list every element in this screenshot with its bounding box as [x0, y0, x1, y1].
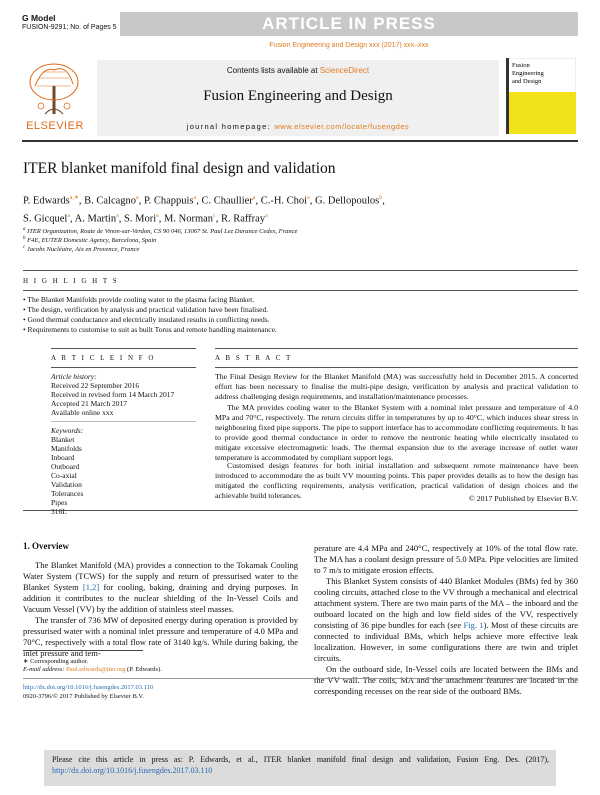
email-link[interactable]: Paul.edwards@iter.org — [66, 666, 126, 673]
contents-prefix: Contents lists available at — [226, 66, 320, 75]
issn-line: 0920-3796/© 2017 Published by Elsevier B.V. — [23, 693, 144, 700]
copyright-line: © 2017 Published by Elsevier B.V. — [468, 494, 578, 503]
keyword: Manifolds — [51, 444, 82, 453]
body-paragraph: On the outboard side, In-Vessel coils are located between the BMs and the VV wall. The coils, MA and the attachment features are located in the corresponding recesses on the rear side of the outboard BMs. — [314, 664, 578, 696]
keywords-divider — [51, 421, 196, 422]
affiliation — [23, 227, 578, 235]
homepage-url-link[interactable]: www.elsevier.com/locate/fusengdes — [274, 122, 410, 131]
highlight-text: Requirements to customise to suit as built Torus and remote handling maintenance. — [27, 325, 277, 334]
author-sup[interactable]: a — [265, 212, 268, 219]
citation-link[interactable]: [1,2] — [82, 582, 100, 592]
affiliation — [23, 236, 578, 244]
elsevier-tree-logo-icon — [23, 56, 85, 126]
email-suffix: (P. Edwards). — [125, 666, 162, 673]
abstract-paragraph-3: Customised design features for both initial installation and subsequent remote maintenance have been introduced to accommodate the as built VV mounting points. This paper provides details as to how the design has mitigated the conflicting requirements, analysis verification, practical validation of design choices and the achievable build tolerances. — [215, 461, 578, 500]
author-sup[interactable]: c — [213, 212, 216, 219]
cite-notice-link[interactable]: http://dx.doi.org/10.1016/j.fusengdes.2017.03.110 — [52, 766, 213, 775]
affiliation-text: Jacobs Nucléaire, Aix en Provence, France — [26, 246, 140, 254]
keyword: Blanket — [51, 435, 75, 444]
author-line-2: S. Gicquel$^a$, A. Martin$^a$, S. Mori$^a$, M. Norman$^c$, R. Raffray$^a$ — [23, 212, 268, 224]
journal-code: FUSION-9291; No. of Pages 5 — [22, 24, 117, 31]
keyword: Outboard — [51, 462, 80, 471]
affiliation-sup: b — [23, 236, 26, 241]
body-paragraph: The transfer of 736 MW of deposited energy during operation is provided by pressurised water with a nominal inlet pressure and temperature of 4.0 MPa and 70°C, respectively with a total flow rate of 3140 kg/s. While during baking, the inlet pressure and tem- — [23, 615, 298, 658]
highlight-text: The Blanket Manifolds provide cooling water to the plasma facing Blanket. — [27, 295, 255, 304]
author[interactable]: P. Edwards — [23, 195, 70, 207]
keywords-label: Keywords: — [51, 426, 84, 435]
header-divider — [22, 140, 578, 142]
body-right-column — [314, 543, 578, 697]
email-footnote — [23, 666, 298, 673]
keyword: Co-axial — [51, 471, 77, 480]
author[interactable]: B. Calcagno — [84, 195, 137, 207]
sciencedirect-link[interactable]: ScienceDirect — [319, 66, 370, 75]
cover-line-3: and Design — [512, 78, 542, 85]
g-model-label: G Model — [22, 13, 56, 23]
keyword: Tolerances — [51, 489, 84, 498]
keyword: 316L — [51, 507, 67, 516]
history-item: Available online xxx — [51, 408, 114, 417]
section-heading-overview: 1. Overview — [23, 541, 69, 551]
history-item: Received 22 September 2016 — [51, 381, 140, 390]
article-info-divider — [51, 367, 196, 368]
body-left-column — [23, 560, 298, 659]
history-item: Received in revised form 14 March 2017 — [51, 390, 175, 399]
email-label: E-mail address: — [23, 666, 67, 673]
figure-link[interactable]: Fig. 1 — [463, 620, 484, 630]
history-item: Accepted 21 March 2017 — [51, 399, 128, 408]
body-text: This Blanket System consists of 440 Blanket Modules (BMs) fed by 360 cooling circuits, attached close to the VV through a mechanical and electrical attachment system. There are two main parts of the MA – the inboard and the outboard located on the high and low field sides of the VV, respectively consisting of 36 pipe bundles for each (see — [314, 576, 578, 630]
cite-notice-text: Please cite this article in press as: P. Edwards, et al., ITER blanket manifold final design and validation, Fusion Eng. Des. (2017), — [52, 755, 549, 764]
author[interactable]: S. Mori — [124, 213, 157, 224]
paper-title: ITER blanket manifold final design and validation — [23, 160, 336, 177]
author-sup[interactable]: a — [307, 195, 310, 201]
author-sup[interactable]: a — [136, 195, 139, 201]
author[interactable]: C.-H. Choi — [260, 195, 308, 207]
corresponding-author-note: ∗ Corresponding author. — [23, 658, 89, 665]
contents-available-line — [97, 66, 499, 75]
author-sup[interactable]: a — [193, 195, 197, 201]
journal-cover-thumbnail — [506, 58, 576, 134]
author-sup[interactable]: a,∗ — [69, 195, 79, 201]
journal-title: Fusion Engineering and Design — [203, 88, 393, 104]
author-list — [23, 191, 503, 226]
keyword: Inboard — [51, 453, 75, 462]
body-paragraph: perature are 4.4 MPa and 240°C, respectively at 10% of the total flow rate. The MA has a coolant design pressure of 5.0 MPa. Pipe velocities are limited to 7 m/s to mitigate erosion effects. — [314, 543, 578, 575]
cite-notice — [52, 754, 549, 776]
affiliation-text: F4E, EUTER Domestic Agency, Barcelona, Spain — [27, 237, 157, 245]
elsevier-wordmark: ELSEVIER — [26, 120, 84, 132]
body-text: ). Most of these circuits are connected to individual BMs, which helps achieve more effective leak localization. However, in some configurations there are twin and triplet circuits. — [314, 620, 579, 663]
body-paragraph — [23, 560, 298, 615]
author-line-1: P. Edwards$^{a,∗}$, B. Calcagno$^a$, P. Chappuis$^a$, C. Chaullier$^a$, C.-H. Choi$^a$, G. Dellopoulos$^b$, — [23, 195, 385, 207]
abstract-paragraph-1: The Final Design Review for the Blanket Manifold (MA) was successfully held in December 2015. A concerted effort has been necessary to finalise the multi-pipe design, verification by analysis and practical validation to address challenging design requirements, and installation/maintenance processes. — [215, 372, 578, 401]
abstract-paragraph-2: The MA provides cooling water to the Blanket System with a nominal inlet pressure and temperature of 4.0 MPa and 70°C, respectively. The return circuits differ in temperatures by up to 40°C, which induces shear stress in neighbouring fixed pipe supports. The pipe to support interface has to accommodate conflicting requirements. It has to provide good thermal conductance in order to remove the neutronic heating while electrically insulated to mitigate excessive electromagnetic loads. The thermal expansion due to the average increase of outlet water temperature is accommodated by compliant support legs. — [215, 403, 578, 462]
highlights-divider-top — [23, 270, 578, 271]
affiliation-sup: a — [23, 227, 26, 232]
author[interactable]: M. Norman — [164, 213, 214, 224]
highlights-label: H I G H L I G H T S — [23, 277, 119, 285]
author[interactable]: C. Chaullier — [201, 195, 253, 207]
homepage-label: journal homepage: — [186, 122, 275, 131]
keywords-list — [51, 426, 191, 516]
highlight-text: Good thermal conductance and electrically insulated results in conflicting needs. — [27, 315, 270, 324]
author-sup[interactable]: b — [379, 195, 383, 201]
doi-divider — [23, 678, 578, 679]
author[interactable]: P. Chappuis — [143, 195, 194, 207]
author-sup[interactable]: a — [67, 212, 70, 219]
affiliation-text: ITER Organization, Route de Vinon-sur-Verdon, CS 90 046, 13067 St. Paul Lez Durance Cedex, France — [27, 228, 298, 236]
cover-line-1: Fusion — [512, 62, 530, 69]
article-in-press-text: ARTICLE IN PRESS — [262, 14, 436, 33]
body-text: The Blanket Manifold (MA) provides a connection to the Tokamak Cooling Water System (TCWS) for the supply and return of pressurised water to the Blanket System — [23, 560, 298, 592]
author-sup[interactable]: a — [252, 195, 256, 201]
affiliation-sup: c — [23, 245, 26, 250]
cover-line-2: Engineering — [512, 70, 544, 77]
cover-yellow-panel — [506, 92, 576, 134]
author-sup[interactable]: a — [116, 212, 119, 219]
body-paragraph — [314, 576, 578, 664]
article-info-label: A R T I C L E I N F O — [51, 354, 156, 362]
body-text: for cooling, baking, draining and drying purposes. In addition it contributes to the nuclear shielding of the In-Vessel Coils and Vacuum Vessel (VV) by the addition of stainless steel masses. — [23, 582, 298, 614]
abstract-divider-bottom — [23, 510, 578, 511]
highlight-item: • The design, verification by analysis and practical validation have been finalised. — [23, 305, 269, 314]
author[interactable]: A. Martin — [74, 213, 117, 224]
journal-citation[interactable]: Fusion Engineering and Design xxx (2017) xxx–xxx — [269, 42, 429, 49]
journal-homepage-line — [97, 122, 499, 131]
highlight-item: • Requirements to customise to suit as built Torus and remote handling maintenance. — [23, 325, 277, 334]
highlight-item: • Good thermal conductance and electrically insulated results in conflicting needs. — [23, 315, 270, 324]
footnote-divider — [23, 650, 143, 651]
history-label: Article history: — [51, 372, 97, 381]
author[interactable]: R. Raffray — [220, 213, 266, 224]
author-sup[interactable]: a — [156, 212, 159, 219]
article-history — [51, 372, 191, 417]
abstract-label: A B S T R A C T — [215, 354, 293, 362]
keyword: Validation — [51, 480, 82, 489]
article-info-divider-top — [51, 348, 196, 349]
abstract-divider — [215, 367, 578, 368]
doi-link[interactable]: http://dx.doi.org/10.1016/j.fusengdes.2017.03.110 — [23, 684, 154, 691]
author[interactable]: G. Dellopoulos — [315, 195, 380, 207]
highlights-divider — [23, 290, 578, 291]
highlight-text: The design, verification by analysis and practical validation have been finalised. — [27, 305, 269, 314]
abstract-divider-top — [215, 348, 578, 349]
highlight-item: • The Blanket Manifolds provide cooling water to the plasma facing Blanket. — [23, 295, 255, 304]
author[interactable]: S. Gicquel — [23, 213, 68, 224]
keyword: Pipes — [51, 498, 68, 507]
affiliation — [23, 245, 578, 253]
